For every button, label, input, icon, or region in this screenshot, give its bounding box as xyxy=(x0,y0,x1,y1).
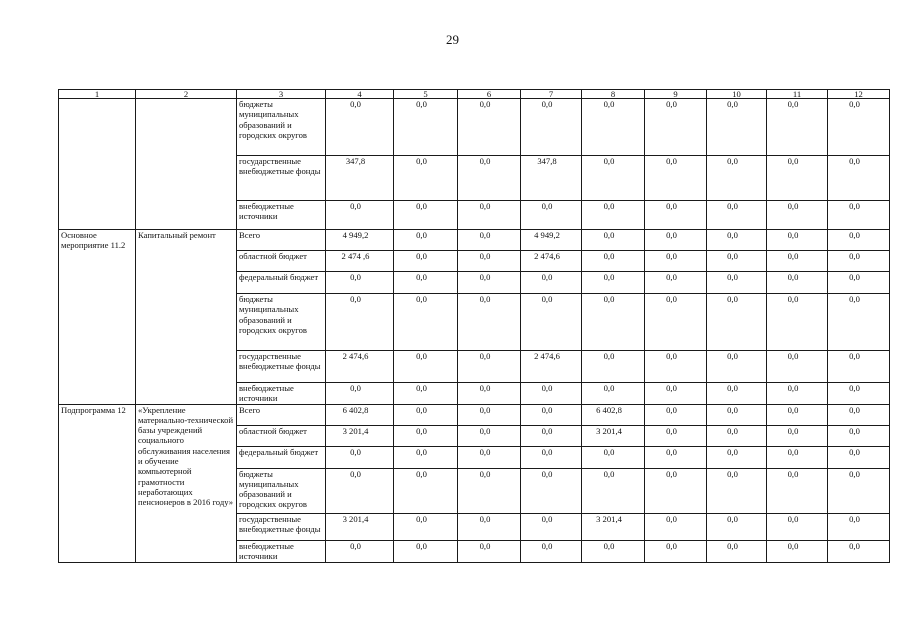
value-cell: 0,0 xyxy=(521,201,582,230)
value-cell: 0,0 xyxy=(767,272,828,294)
column-header: 10 xyxy=(707,90,767,99)
value-cell: 0,0 xyxy=(394,446,458,468)
value-cell: 0,0 xyxy=(326,540,394,562)
value-cell: 0,0 xyxy=(645,351,707,383)
column-header: 9 xyxy=(645,90,707,99)
value-cell: 0,0 xyxy=(582,99,645,156)
value-cell: 0,0 xyxy=(828,540,890,562)
value-cell: 0,0 xyxy=(645,540,707,562)
value-cell: 0,0 xyxy=(707,272,767,294)
value-cell: 0,0 xyxy=(645,230,707,251)
value-cell: 0,0 xyxy=(326,201,394,230)
value-cell: 0,0 xyxy=(582,272,645,294)
value-cell: 0,0 xyxy=(767,156,828,201)
value-cell: 0,0 xyxy=(521,383,582,405)
value-cell: 0,0 xyxy=(707,351,767,383)
value-cell: 0,0 xyxy=(828,156,890,201)
value-cell: 2 474,6 xyxy=(326,351,394,383)
value-cell: 0,0 xyxy=(645,446,707,468)
value-cell: 0,0 xyxy=(645,425,707,446)
value-cell: 0,0 xyxy=(521,540,582,562)
value-cell: 0,0 xyxy=(458,272,521,294)
value-cell: 0,0 xyxy=(582,230,645,251)
value-cell: 0,0 xyxy=(394,404,458,425)
value-cell: 0,0 xyxy=(707,383,767,405)
value-cell: 0,0 xyxy=(707,156,767,201)
value-cell: 0,0 xyxy=(582,251,645,272)
column-header: 5 xyxy=(394,90,458,99)
value-cell: 0,0 xyxy=(707,468,767,513)
value-cell: 0,0 xyxy=(828,513,890,540)
value-cell: 0,0 xyxy=(828,99,890,156)
value-cell: 2 474,6 xyxy=(521,251,582,272)
value-cell: 0,0 xyxy=(828,251,890,272)
value-cell: 0,0 xyxy=(767,230,828,251)
value-cell: 0,0 xyxy=(707,201,767,230)
value-cell: 0,0 xyxy=(582,294,645,351)
value-cell: 0,0 xyxy=(828,230,890,251)
value-cell: 347,8 xyxy=(521,156,582,201)
value-cell: 0,0 xyxy=(828,425,890,446)
value-cell: 0,0 xyxy=(394,230,458,251)
value-cell: 0,0 xyxy=(458,201,521,230)
value-cell: 0,0 xyxy=(394,351,458,383)
funding-source-cell: бюджеты муниципальных образований и городских округов xyxy=(237,99,326,156)
value-cell: 0,0 xyxy=(521,99,582,156)
value-cell: 0,0 xyxy=(521,425,582,446)
value-cell: 0,0 xyxy=(645,513,707,540)
table-row xyxy=(59,99,890,156)
value-cell: 0,0 xyxy=(645,201,707,230)
value-cell: 0,0 xyxy=(707,230,767,251)
value-cell: 0,0 xyxy=(394,99,458,156)
value-cell: 0,0 xyxy=(767,294,828,351)
value-cell: 0,0 xyxy=(767,540,828,562)
value-cell: 6 402,8 xyxy=(582,404,645,425)
value-cell: 4 949,2 xyxy=(326,230,394,251)
value-cell: 0,0 xyxy=(645,272,707,294)
value-cell: 0,0 xyxy=(645,383,707,405)
value-cell: 0,0 xyxy=(394,540,458,562)
value-cell: 0,0 xyxy=(828,446,890,468)
value-cell: 0,0 xyxy=(458,446,521,468)
value-cell: 0,0 xyxy=(707,294,767,351)
value-cell: 0,0 xyxy=(645,294,707,351)
column-header: 4 xyxy=(326,90,394,99)
value-cell: 0,0 xyxy=(326,383,394,405)
value-cell: 0,0 xyxy=(458,425,521,446)
value-cell: 2 474,6 xyxy=(521,351,582,383)
funding-source-cell: бюджеты муниципальных образований и городских округов xyxy=(237,294,326,351)
funding-source-cell: внебюджетные источники xyxy=(237,201,326,230)
value-cell: 0,0 xyxy=(326,272,394,294)
column-header: 12 xyxy=(828,90,890,99)
value-cell: 0,0 xyxy=(326,446,394,468)
value-cell: 0,0 xyxy=(458,513,521,540)
program-title-cell: «Укрепление материально-технической базы учреждений социального обслуживания населения и обучение компьютерной грамотности неработающих пенсионеров в 2016 году» xyxy=(136,404,237,562)
value-cell: 0,0 xyxy=(394,294,458,351)
value-cell: 0,0 xyxy=(767,351,828,383)
table-row xyxy=(59,230,890,251)
value-cell: 0,0 xyxy=(458,540,521,562)
value-cell: 0,0 xyxy=(394,201,458,230)
value-cell: 0,0 xyxy=(707,446,767,468)
value-cell: 0,0 xyxy=(458,294,521,351)
value-cell: 0,0 xyxy=(707,251,767,272)
value-cell: 0,0 xyxy=(582,540,645,562)
header-row xyxy=(59,90,890,99)
value-cell: 0,0 xyxy=(582,383,645,405)
value-cell: 0,0 xyxy=(828,201,890,230)
program-name-cell: Основное мероприятие 11.2 xyxy=(59,230,136,405)
value-cell: 0,0 xyxy=(767,468,828,513)
value-cell: 0,0 xyxy=(521,272,582,294)
value-cell: 0,0 xyxy=(458,383,521,405)
value-cell: 0,0 xyxy=(767,99,828,156)
column-header: 3 xyxy=(237,90,326,99)
column-header: 7 xyxy=(521,90,582,99)
column-header: 2 xyxy=(136,90,237,99)
value-cell: 6 402,8 xyxy=(326,404,394,425)
value-cell: 0,0 xyxy=(767,404,828,425)
value-cell: 0,0 xyxy=(458,251,521,272)
value-cell: 0,0 xyxy=(707,540,767,562)
value-cell: 0,0 xyxy=(326,468,394,513)
value-cell: 0,0 xyxy=(394,513,458,540)
value-cell: 0,0 xyxy=(458,404,521,425)
value-cell: 3 201,4 xyxy=(582,513,645,540)
value-cell: 0,0 xyxy=(828,294,890,351)
value-cell: 0,0 xyxy=(521,513,582,540)
value-cell: 0,0 xyxy=(828,351,890,383)
value-cell: 0,0 xyxy=(458,351,521,383)
value-cell: 0,0 xyxy=(582,156,645,201)
value-cell: 0,0 xyxy=(767,383,828,405)
value-cell: 0,0 xyxy=(767,446,828,468)
funding-source-cell: Всего xyxy=(237,230,326,251)
table-row xyxy=(59,404,890,425)
value-cell: 0,0 xyxy=(458,99,521,156)
value-cell: 0,0 xyxy=(645,404,707,425)
value-cell: 0,0 xyxy=(521,468,582,513)
value-cell: 0,0 xyxy=(767,251,828,272)
column-header: 8 xyxy=(582,90,645,99)
value-cell: 0,0 xyxy=(645,99,707,156)
program-name-cell xyxy=(59,99,136,230)
page-number: 29 xyxy=(446,32,459,47)
value-cell: 2 474 ,6 xyxy=(326,251,394,272)
program-title-cell xyxy=(136,99,237,230)
value-cell: 0,0 xyxy=(645,156,707,201)
column-header: 1 xyxy=(59,90,136,99)
value-cell: 0,0 xyxy=(828,383,890,405)
value-cell: 0,0 xyxy=(326,99,394,156)
value-cell: 0,0 xyxy=(521,404,582,425)
value-cell: 0,0 xyxy=(458,468,521,513)
funding-source-cell: внебюджетные источники xyxy=(237,383,326,405)
funding-source-cell: государственные внебюджетные фонды xyxy=(237,351,326,383)
value-cell: 0,0 xyxy=(707,513,767,540)
column-header: 11 xyxy=(767,90,828,99)
value-cell: 0,0 xyxy=(767,201,828,230)
value-cell: 0,0 xyxy=(582,201,645,230)
value-cell: 0,0 xyxy=(767,513,828,540)
value-cell: 0,0 xyxy=(394,272,458,294)
value-cell: 0,0 xyxy=(582,468,645,513)
funding-source-cell: государственные внебюджетные фонды xyxy=(237,513,326,540)
value-cell: 3 201,4 xyxy=(582,425,645,446)
funding-source-cell: Всего xyxy=(237,404,326,425)
funding-source-cell: областной бюджет xyxy=(237,425,326,446)
value-cell: 0,0 xyxy=(582,446,645,468)
value-cell: 0,0 xyxy=(394,156,458,201)
value-cell: 0,0 xyxy=(326,294,394,351)
funding-source-cell: областной бюджет xyxy=(237,251,326,272)
value-cell: 347,8 xyxy=(326,156,394,201)
value-cell: 0,0 xyxy=(394,383,458,405)
funding-source-cell: федеральный бюджет xyxy=(237,272,326,294)
budget-table xyxy=(58,89,890,563)
column-header: 6 xyxy=(458,90,521,99)
value-cell: 0,0 xyxy=(645,468,707,513)
value-cell: 0,0 xyxy=(707,99,767,156)
value-cell: 3 201,4 xyxy=(326,513,394,540)
funding-source-cell: бюджеты муниципальных образований и городских округов xyxy=(237,468,326,513)
value-cell: 0,0 xyxy=(394,425,458,446)
value-cell: 0,0 xyxy=(767,425,828,446)
value-cell: 0,0 xyxy=(458,230,521,251)
value-cell: 0,0 xyxy=(828,404,890,425)
value-cell: 0,0 xyxy=(828,468,890,513)
value-cell: 0,0 xyxy=(458,156,521,201)
funding-source-cell: государственные внебюджетные фонды xyxy=(237,156,326,201)
value-cell: 4 949,2 xyxy=(521,230,582,251)
program-title-cell: Капитальный ремонт xyxy=(136,230,237,405)
value-cell: 0,0 xyxy=(394,251,458,272)
program-name-cell: Подпрограмма 12 xyxy=(59,404,136,562)
value-cell: 0,0 xyxy=(828,272,890,294)
value-cell: 0,0 xyxy=(582,351,645,383)
value-cell: 3 201,4 xyxy=(326,425,394,446)
funding-source-cell: внебюджетные источники xyxy=(237,540,326,562)
value-cell: 0,0 xyxy=(394,468,458,513)
value-cell: 0,0 xyxy=(521,294,582,351)
funding-source-cell: федеральный бюджет xyxy=(237,446,326,468)
value-cell: 0,0 xyxy=(645,251,707,272)
value-cell: 0,0 xyxy=(707,425,767,446)
value-cell: 0,0 xyxy=(707,404,767,425)
value-cell: 0,0 xyxy=(521,446,582,468)
